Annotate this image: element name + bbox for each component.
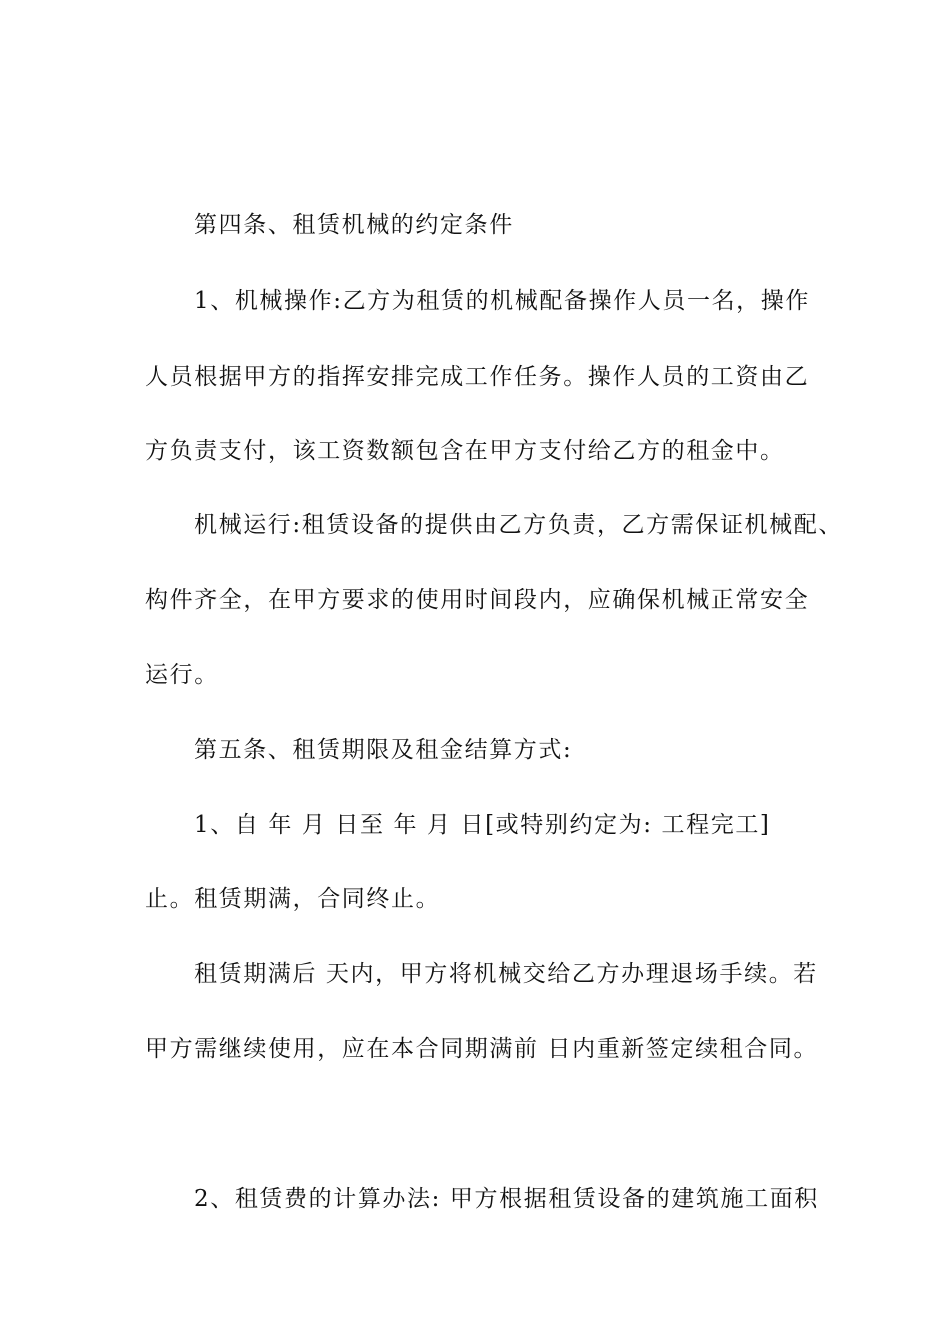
paragraph-line: 1、自 年 月 日至 年 月 日[或特别约定为: 工程完工] <box>194 812 771 838</box>
paragraph-line: 2、租赁费的计算办法: 甲方根据租赁设备的建筑施工面积 <box>194 1186 819 1212</box>
paragraph-line: 甲方需继续使用，应在本合同期满前 日内重新签定续租合同。 <box>145 1036 819 1062</box>
paragraph-line: 租赁期满后 天内，甲方将机械交给乙方办理退场手续。若 <box>194 961 818 987</box>
paragraph-line: 构件齐全，在甲方要求的使用时间段内，应确保机械正常安全 <box>145 587 810 613</box>
paragraph-line: 方负责支付，该工资数额包含在甲方支付给乙方的租金中。 <box>145 438 785 464</box>
paragraph-line: 止。租赁期满，合同终止。 <box>145 886 441 912</box>
article-4-heading: 第四条、租赁机械的约定条件 <box>194 212 514 238</box>
article-5-heading: 第五条、租赁期限及租金结算方式: <box>194 737 573 763</box>
paragraph-line: 人员根据甲方的指挥安排完成工作任务。操作人员的工资由乙 <box>145 364 810 390</box>
paragraph-line: 机械运行:租赁设备的提供由乙方负责，乙方需保证机械配、 <box>194 512 843 538</box>
paragraph-line: 1、机械操作:乙方为租赁的机械配备操作人员一名，操作 <box>194 288 810 314</box>
paragraph-line: 运行。 <box>145 662 219 688</box>
